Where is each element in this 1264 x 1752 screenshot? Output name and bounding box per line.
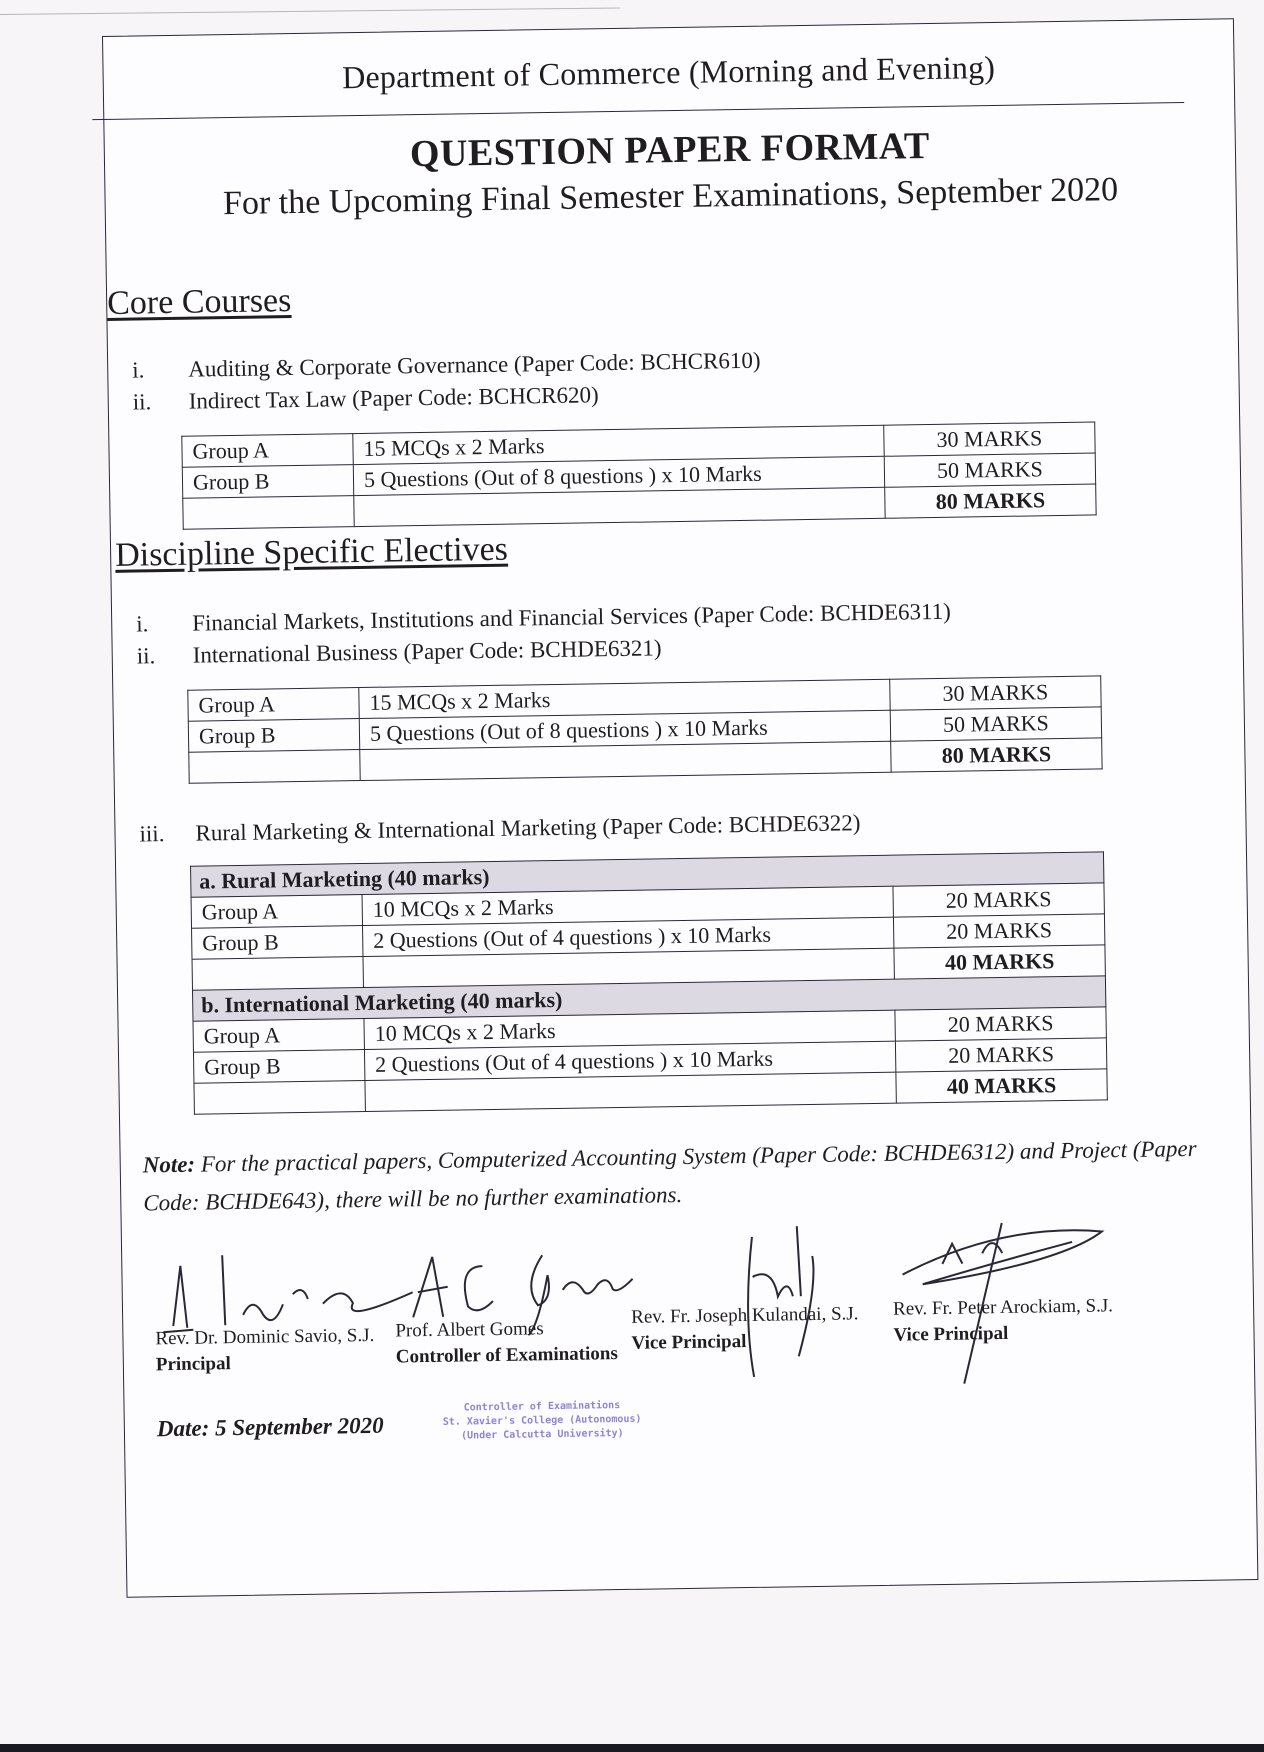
total-marks-cell: 40 MARKS bbox=[894, 945, 1105, 979]
department-heading: Department of Commerce (Morning and Evening) bbox=[341, 48, 996, 96]
signatory-role: Controller of Examinations bbox=[395, 1343, 618, 1368]
description-cell: 2 Questions (Out of 4 questions ) x 10 Marks bbox=[363, 917, 894, 956]
list-number: i. bbox=[132, 357, 145, 383]
note-label: Note: bbox=[142, 1151, 196, 1178]
section-heading-dse: Discipline Specific Electives bbox=[114, 530, 509, 574]
group-cell bbox=[192, 957, 363, 991]
total-marks-cell: 80 MARKS bbox=[885, 484, 1096, 518]
total-marks-cell: 40 MARKS bbox=[896, 1069, 1107, 1103]
group-cell bbox=[194, 1080, 365, 1114]
group-cell bbox=[183, 496, 354, 530]
signatory-name: Rev. Dr. Dominic Savio, S.J. bbox=[155, 1324, 375, 1350]
total-marks-cell: 80 MARKS bbox=[891, 738, 1102, 772]
marketing-marks-table bbox=[190, 851, 1108, 1114]
signatory-name: Prof. Albert Gomes bbox=[395, 1318, 544, 1342]
description-cell: 2 Questions (Out of 4 questions ) x 10 Marks bbox=[364, 1041, 895, 1080]
scan-edge-bottom bbox=[0, 1744, 1264, 1752]
list-item bbox=[139, 807, 860, 850]
description-cell: 5 Questions (Out of 8 questions ) x 10 Marks bbox=[353, 456, 884, 495]
list-number: ii. bbox=[136, 643, 156, 669]
document-title: QUESTION PAPER FORMAT bbox=[409, 125, 931, 176]
stamp-line: St. Xavier's College (Autonomous) bbox=[442, 1413, 642, 1428]
course-name: Auditing & Corporate Governance (Paper Code: BCHCR610) bbox=[188, 347, 761, 382]
group-cell: Group B bbox=[188, 719, 359, 753]
description-cell: 15 MCQs x 2 Marks bbox=[359, 679, 890, 718]
document-page bbox=[102, 18, 1258, 1598]
course-name: Rural Marketing & International Marketing (Paper Code: BCHDE6322) bbox=[195, 810, 861, 846]
signatory-vice-principal-1 bbox=[631, 1301, 859, 1357]
group-cell: Group A bbox=[191, 895, 362, 929]
stamp-line: (Under Calcutta University) bbox=[461, 1427, 624, 1442]
core-courses-list bbox=[132, 345, 761, 419]
group-cell: Group B bbox=[193, 1050, 364, 1084]
header-rule bbox=[92, 102, 1184, 120]
group-cell: Group A bbox=[193, 1019, 364, 1053]
description-cell: 10 MCQs x 2 Marks bbox=[362, 886, 893, 925]
description-cell: 5 Questions (Out of 8 questions ) x 10 Marks bbox=[359, 710, 890, 749]
group-cell: Group B bbox=[192, 926, 363, 960]
marks-cell: 20 MARKS bbox=[893, 914, 1104, 948]
signatory-role: Vice Principal bbox=[893, 1322, 1009, 1346]
description-cell: 15 MCQs x 2 Marks bbox=[353, 425, 884, 464]
marks-cell: 30 MARKS bbox=[884, 422, 1095, 456]
group-cell: Group B bbox=[182, 465, 353, 499]
signatory-name: Rev. Fr. Joseph Kulandai, S.J. bbox=[631, 1303, 859, 1328]
controller-stamp bbox=[442, 1399, 641, 1444]
list-number: i. bbox=[136, 611, 149, 637]
dse-list bbox=[136, 596, 952, 673]
marks-cell: 20 MARKS bbox=[895, 1038, 1106, 1072]
stamp-line: Controller of Examinations bbox=[463, 1400, 621, 1414]
course-name: Financial Markets, Institutions and Financial Services (Paper Code: BCHDE6311) bbox=[192, 598, 951, 636]
signatory-role: Vice Principal bbox=[631, 1331, 747, 1354]
scan-edge bbox=[0, 0, 620, 15]
core-courses-marks-table bbox=[181, 421, 1096, 529]
signatory-role: Principal bbox=[155, 1353, 231, 1376]
course-name: Indirect Tax Law (Paper Code: BCHCR620) bbox=[188, 382, 599, 414]
document-subtitle: For the Upcoming Final Semester Examinations, September 2020 bbox=[222, 171, 1119, 223]
section-heading-cell: a. Rural Marketing (40 marks) bbox=[191, 852, 1104, 897]
marks-cell: 20 MARKS bbox=[895, 1007, 1106, 1041]
course-name: International Business (Paper Code: BCHDE6321) bbox=[192, 635, 662, 668]
section-heading-cell: b. International Marketing (40 marks) bbox=[192, 976, 1105, 1021]
marks-cell: 20 MARKS bbox=[893, 883, 1104, 917]
note-text: For the practical papers, Computerized Accounting System (Paper Code: BCHDE6312) and Project (Paper Code: BCHDE643), there will be no further examinations. bbox=[143, 1135, 1197, 1216]
signatory-vice-principal-2 bbox=[893, 1293, 1114, 1348]
marks-cell: 30 MARKS bbox=[890, 676, 1101, 710]
marks-cell: 50 MARKS bbox=[884, 453, 1095, 487]
marks-cell: 50 MARKS bbox=[890, 707, 1101, 741]
signatory-controller bbox=[395, 1315, 618, 1370]
signatory-principal bbox=[155, 1323, 375, 1378]
group-cell bbox=[189, 750, 360, 784]
signatory-name: Rev. Fr. Peter Arockiam, S.J. bbox=[892, 1295, 1114, 1320]
section-heading-core-courses: Core Courses bbox=[106, 282, 292, 322]
list-number: iii. bbox=[139, 821, 165, 847]
document-date: Date: 5 September 2020 bbox=[156, 1412, 384, 1442]
group-cell: Group A bbox=[182, 434, 353, 468]
dse-marks-table bbox=[187, 675, 1102, 783]
group-cell: Group A bbox=[188, 688, 359, 722]
description-cell: 10 MCQs x 2 Marks bbox=[364, 1010, 895, 1049]
list-number: ii. bbox=[132, 389, 152, 415]
dse-list-item-3 bbox=[139, 807, 860, 850]
